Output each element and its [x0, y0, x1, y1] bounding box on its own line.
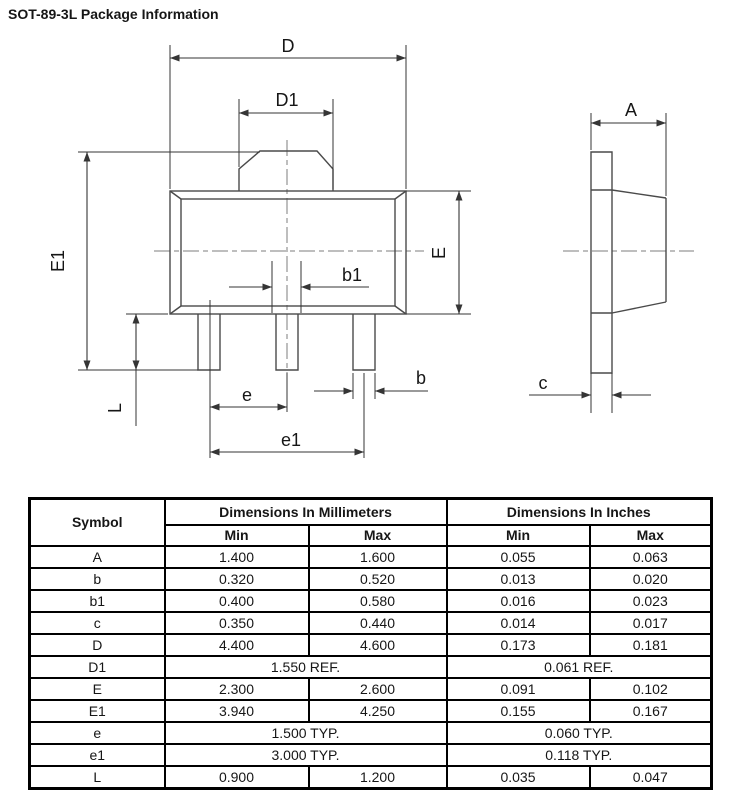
value-cell-merged: 0.060 TYP. [447, 722, 712, 744]
dimension-A [591, 100, 666, 196]
dim-label-e1: e1 [280, 430, 302, 450]
value-cell: 0.320 [165, 568, 309, 590]
dimension-b [314, 368, 428, 399]
symbol-cell: E1 [30, 700, 165, 722]
value-cell: 0.102 [590, 678, 712, 700]
value-cell: 2.300 [165, 678, 309, 700]
table-row [30, 656, 712, 678]
value-cell: 0.167 [590, 700, 712, 722]
header-in-min: Min [447, 525, 590, 546]
value-cell: 0.035 [447, 766, 590, 789]
symbol-cell: D [30, 634, 165, 656]
header-in-group: Dimensions In Inches [447, 499, 712, 526]
value-cell: 0.017 [590, 612, 712, 634]
value-cell: 0.580 [309, 590, 447, 612]
package-body-side [591, 152, 666, 373]
value-cell: 0.047 [590, 766, 712, 789]
value-cell: 0.023 [590, 590, 712, 612]
value-cell: 0.181 [590, 634, 712, 656]
dim-label-D: D [281, 36, 295, 56]
lead-3 [353, 314, 375, 370]
lead-1 [198, 314, 220, 370]
symbol-cell: e [30, 722, 165, 744]
header-mm-group: Dimensions In Millimeters [165, 499, 447, 526]
dimension-E1 [48, 152, 260, 370]
symbol-cell: b [30, 568, 165, 590]
dim-label-b: b [415, 368, 427, 388]
symbol-cell: c [30, 612, 165, 634]
dimension-b1 [229, 261, 369, 313]
symbol-cell: b1 [30, 590, 165, 612]
value-cell: 0.014 [447, 612, 590, 634]
value-cell: 4.250 [309, 700, 447, 722]
centerlines-front [154, 140, 427, 412]
dimension-E [406, 191, 471, 314]
value-cell: 0.155 [447, 700, 590, 722]
dim-label-E: E [429, 246, 449, 260]
table-row [30, 612, 712, 634]
dimension-table [28, 497, 713, 790]
symbol-cell: L [30, 766, 165, 789]
value-cell-merged: 3.000 TYP. [165, 744, 447, 766]
header-mm-max: Max [309, 525, 447, 546]
table-row [30, 744, 712, 766]
symbol-cell: A [30, 546, 165, 568]
value-cell: 0.400 [165, 590, 309, 612]
value-cell: 0.020 [590, 568, 712, 590]
table-row [30, 590, 712, 612]
dim-label-b1: b1 [341, 265, 363, 285]
symbol-cell: E [30, 678, 165, 700]
value-cell: 0.520 [309, 568, 447, 590]
table-row [30, 678, 712, 700]
value-cell: 1.400 [165, 546, 309, 568]
value-cell: 4.600 [309, 634, 447, 656]
value-cell: 0.900 [165, 766, 309, 789]
dim-label-E1: E1 [48, 249, 68, 273]
dim-label-D1: D1 [275, 90, 299, 110]
table-row [30, 546, 712, 568]
header-in-max: Max [590, 525, 712, 546]
value-cell: 4.400 [165, 634, 309, 656]
package-body-front [170, 151, 406, 370]
value-cell: 1.600 [309, 546, 447, 568]
value-cell: 0.173 [447, 634, 590, 656]
table-row [30, 568, 712, 590]
header-symbol: Symbol [30, 499, 165, 547]
mounting-tab [239, 151, 333, 191]
front-view [48, 36, 471, 458]
value-cell-merged: 0.061 REF. [447, 656, 712, 678]
side-view [529, 100, 694, 413]
value-cell-merged: 1.500 TYP. [165, 722, 447, 744]
dim-label-e: e [241, 385, 253, 405]
value-cell: 1.200 [309, 766, 447, 789]
page-title: SOT-89-3L Package Information [8, 6, 219, 22]
table-row [30, 700, 712, 722]
value-cell-merged: 1.550 REF. [165, 656, 447, 678]
symbol-cell: D1 [30, 656, 165, 678]
value-cell: 0.440 [309, 612, 447, 634]
symbol-cell: e1 [30, 744, 165, 766]
value-cell: 0.350 [165, 612, 309, 634]
dim-label-c: c [538, 373, 548, 393]
value-cell: 0.091 [447, 678, 590, 700]
dimension-D1 [239, 90, 333, 189]
value-cell: 0.063 [590, 546, 712, 568]
table-row [30, 634, 712, 656]
table-header-row [30, 499, 712, 526]
value-cell-merged: 0.118 TYP. [447, 744, 712, 766]
value-cell: 2.600 [309, 678, 447, 700]
value-cell: 3.940 [165, 700, 309, 722]
header-mm-min: Min [165, 525, 309, 546]
value-cell: 0.016 [447, 590, 590, 612]
dimension-c [529, 373, 651, 413]
table-row [30, 722, 712, 744]
value-cell: 0.055 [447, 546, 590, 568]
dim-label-L: L [105, 402, 125, 414]
table-row [30, 766, 712, 789]
dim-label-A: A [624, 100, 638, 120]
value-cell: 0.013 [447, 568, 590, 590]
